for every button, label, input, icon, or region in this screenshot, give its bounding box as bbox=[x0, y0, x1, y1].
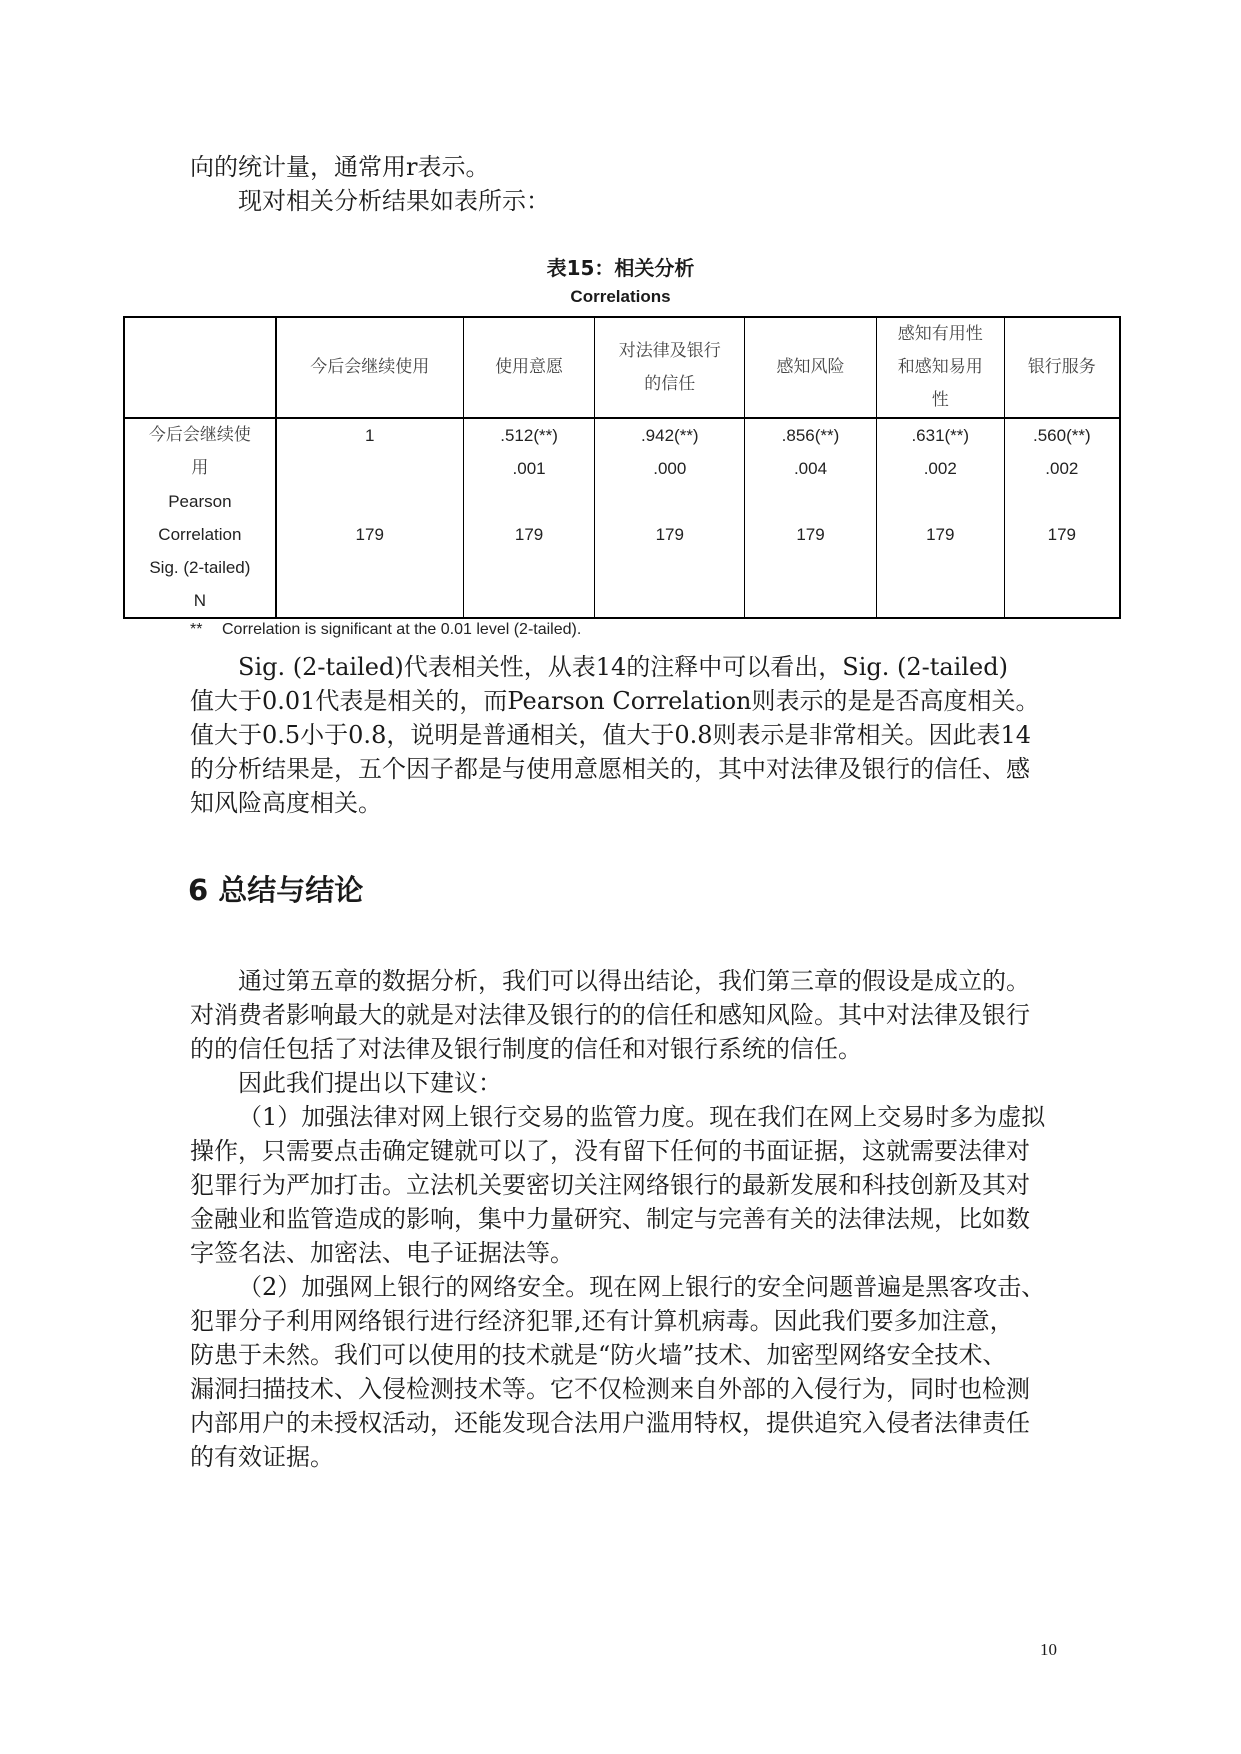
sig-value bbox=[283, 452, 457, 485]
pearson-value: .942(**) bbox=[640, 426, 699, 445]
footnote-text: Correlation is significant at the 0.01 level (2-tailed). bbox=[222, 621, 582, 638]
para2-line-4: 因此我们提出以下建议： bbox=[238, 1069, 502, 1097]
page-number: 10 bbox=[1040, 1640, 1057, 1659]
para2-line-9: 字签名法、加密法、电子证据法等。 bbox=[190, 1239, 574, 1267]
table-header-row bbox=[124, 317, 1120, 418]
pearson-value: .512(**) bbox=[500, 426, 558, 445]
cell-col-6 bbox=[1004, 418, 1120, 618]
para2-line-10: （2）加强网上银行的网络安全。现在网上银行的安全问题普遍是黑客攻击、 bbox=[238, 1273, 1046, 1301]
table-title: Correlations bbox=[570, 287, 671, 306]
para2-line-8: 金融业和监管造成的影响，集中力量研究、制定与完善有关的法律法规，比如数 bbox=[190, 1205, 1030, 1233]
pearson-value: .856(**) bbox=[781, 426, 840, 445]
sig-value: .000 bbox=[653, 459, 687, 478]
para1-line-3: 值大于0.5小于0.8，说明是普通相关，值大于0.8则表示是非常相关。因此表14 bbox=[190, 721, 1032, 749]
para2-line-14: 内部用户的未授权活动，还能发现合法用户滥用特权，提供追究入侵者法律责任 bbox=[190, 1409, 1030, 1437]
header-usefulness-label: 感知有用性和感知易用性 bbox=[897, 324, 983, 410]
para1-line-1: Sig. (2-tailed)代表相关性，从表14的注释中可以看出，Sig. (2-tailed) bbox=[238, 653, 1008, 681]
cell-col-3 bbox=[595, 418, 745, 618]
header-bank-service: 银行服务 bbox=[1004, 317, 1120, 418]
para1-line-2: 值大于0.01代表是相关的，而Pearson Correlation则表示的是是否高度相关。 bbox=[190, 687, 1040, 715]
n-value: 179 bbox=[514, 525, 544, 544]
para1-line-5: 知风险高度相关。 bbox=[190, 789, 382, 817]
intro-line-1: 向的统计量，通常用r表示。 bbox=[190, 153, 490, 181]
header-perceived-risk: 感知风险 bbox=[745, 317, 877, 418]
para2-line-7: 犯罪行为严加打击。立法机关要密切关注网络银行的最新发展和科技创新及其对 bbox=[190, 1171, 1030, 1199]
cell-col-1 bbox=[276, 418, 463, 618]
header-trust-label: 对法律及银行的信任 bbox=[618, 340, 721, 394]
n-value: 179 bbox=[355, 525, 384, 544]
header-continue-use: 今后会继续使用 bbox=[276, 317, 463, 418]
section-heading: 6 总结与结论 bbox=[188, 873, 364, 907]
row-label-5: Sig. (2-tailed) bbox=[149, 558, 251, 577]
pearson-value: .631(**) bbox=[911, 426, 970, 445]
correlations-table bbox=[123, 316, 1121, 619]
footnote-stars: ** bbox=[190, 621, 203, 638]
pearson-value: .560(**) bbox=[1033, 426, 1091, 445]
n-value: 179 bbox=[1047, 525, 1076, 544]
para2-line-2: 对消费者影响最大的就是对法律及银行的的信任和感知风险。其中对法律及银行 bbox=[190, 1001, 1030, 1029]
header-trust bbox=[595, 317, 745, 418]
table-caption: 表15：相关分析 bbox=[546, 256, 695, 280]
header-use-intention: 使用意愿 bbox=[463, 317, 595, 418]
n-value: 179 bbox=[926, 525, 955, 544]
para2-line-11: 犯罪分子利用网络银行进行经济犯罪,还有计算机病毒。因此我们要多加注意， bbox=[190, 1307, 1014, 1335]
para2-line-12: 防患于未然。我们可以使用的技术就是“防火墙”技术、加密型网络安全技术、 bbox=[190, 1341, 1007, 1369]
para2-line-6: 操作，只需要点击确定键就可以了，没有留下任何的书面证据，这就需要法律对 bbox=[190, 1137, 1030, 1165]
sig-value: .001 bbox=[512, 459, 546, 478]
n-value: 179 bbox=[655, 525, 684, 544]
sig-value: .002 bbox=[1045, 459, 1079, 478]
row-label-6: N bbox=[193, 591, 207, 610]
cell-col-5 bbox=[876, 418, 1004, 618]
para2-line-15: 的有效证据。 bbox=[190, 1443, 334, 1471]
para1-line-4: 的分析结果是，五个因子都是与使用意愿相关的，其中对法律及银行的信任、感 bbox=[190, 755, 1030, 783]
pearson-value: 1 bbox=[364, 426, 375, 445]
para2-line-13: 漏洞扫描技术、入侵检测技术等。它不仅检测来自外部的入侵行为，同时也检测 bbox=[190, 1375, 1030, 1403]
para2-line-5: （1）加强法律对网上银行交易的监管力度。现在我们在网上交易时多为虚拟 bbox=[238, 1103, 1046, 1131]
intro-line-2: 现对相关分析结果如表所示： bbox=[238, 187, 550, 215]
cell-col-2 bbox=[463, 418, 595, 618]
para2-line-1: 通过第五章的数据分析，我们可以得出结论，我们第三章的假设是成立的。 bbox=[238, 967, 1030, 995]
cell-col-4 bbox=[745, 418, 877, 618]
row-label-4: Correlation bbox=[158, 525, 242, 544]
n-value: 179 bbox=[796, 525, 825, 544]
sig-value: .002 bbox=[923, 459, 957, 478]
row-label-2: 用 bbox=[191, 458, 209, 478]
table-row bbox=[124, 418, 1120, 618]
sig-value: .004 bbox=[793, 459, 828, 478]
header-usefulness bbox=[876, 317, 1004, 418]
row-label-1: 今后会继续使 bbox=[148, 425, 251, 445]
row-label-cell bbox=[124, 418, 276, 618]
row-label-3: Pearson bbox=[168, 492, 232, 511]
para2-line-3: 的的信任包括了对法律及银行制度的信任和对银行系统的信任。 bbox=[190, 1035, 862, 1063]
table-footnote bbox=[190, 621, 581, 639]
header-empty bbox=[124, 317, 276, 418]
